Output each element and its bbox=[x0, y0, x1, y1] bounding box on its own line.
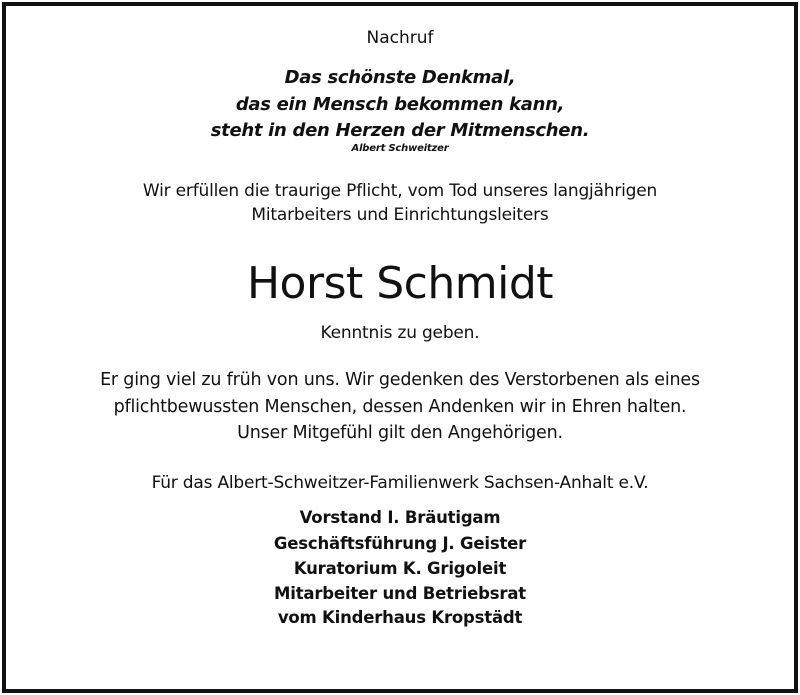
obituary-notice bbox=[2, 2, 798, 693]
signatory-line: Mitarbeiter und Betriebsrat bbox=[274, 584, 526, 603]
signatory-line: Geschäftsführung J. Geister bbox=[273, 534, 527, 553]
signatory-line: Kuratorium K. Grigoleit bbox=[293, 559, 507, 578]
notice-heading: Nachruf bbox=[366, 28, 434, 48]
intro-line: Wir erfüllen die traurige Pflicht, vom Tod unseres langjährigen bbox=[142, 181, 658, 201]
deceased-name: Horst Schmidt bbox=[246, 258, 554, 309]
signatory-line: vom Kinderhaus Kropstädt bbox=[277, 608, 523, 627]
organization-line: Für das Albert-Schweitzer-Familienwerk Sachsen-Anhalt e.V. bbox=[151, 473, 649, 493]
intro-line: Mitarbeiters und Einrichtungsleiters bbox=[251, 205, 549, 225]
tribute-line: Er ging viel zu früh von uns. Wir gedenken des Verstorbenen als eines bbox=[100, 370, 700, 390]
tribute-line: pflichtbewussten Menschen, dessen Andenken wir in Ehren halten. bbox=[113, 397, 687, 417]
quote-line: steht in den Herzen der Mitmenschen. bbox=[210, 120, 590, 141]
announcement-line: Kenntnis zu geben. bbox=[320, 323, 480, 343]
quote-line: Das schönste Denkmal, bbox=[284, 67, 516, 88]
tribute-line: Unser Mitgefühl gilt den Angehörigen. bbox=[237, 423, 563, 443]
quote-line: das ein Mensch bekommen kann, bbox=[235, 94, 565, 115]
signatory-line: Vorstand I. Bräutigam bbox=[299, 508, 501, 527]
quote-author: Albert Schweitzer bbox=[351, 143, 449, 154]
